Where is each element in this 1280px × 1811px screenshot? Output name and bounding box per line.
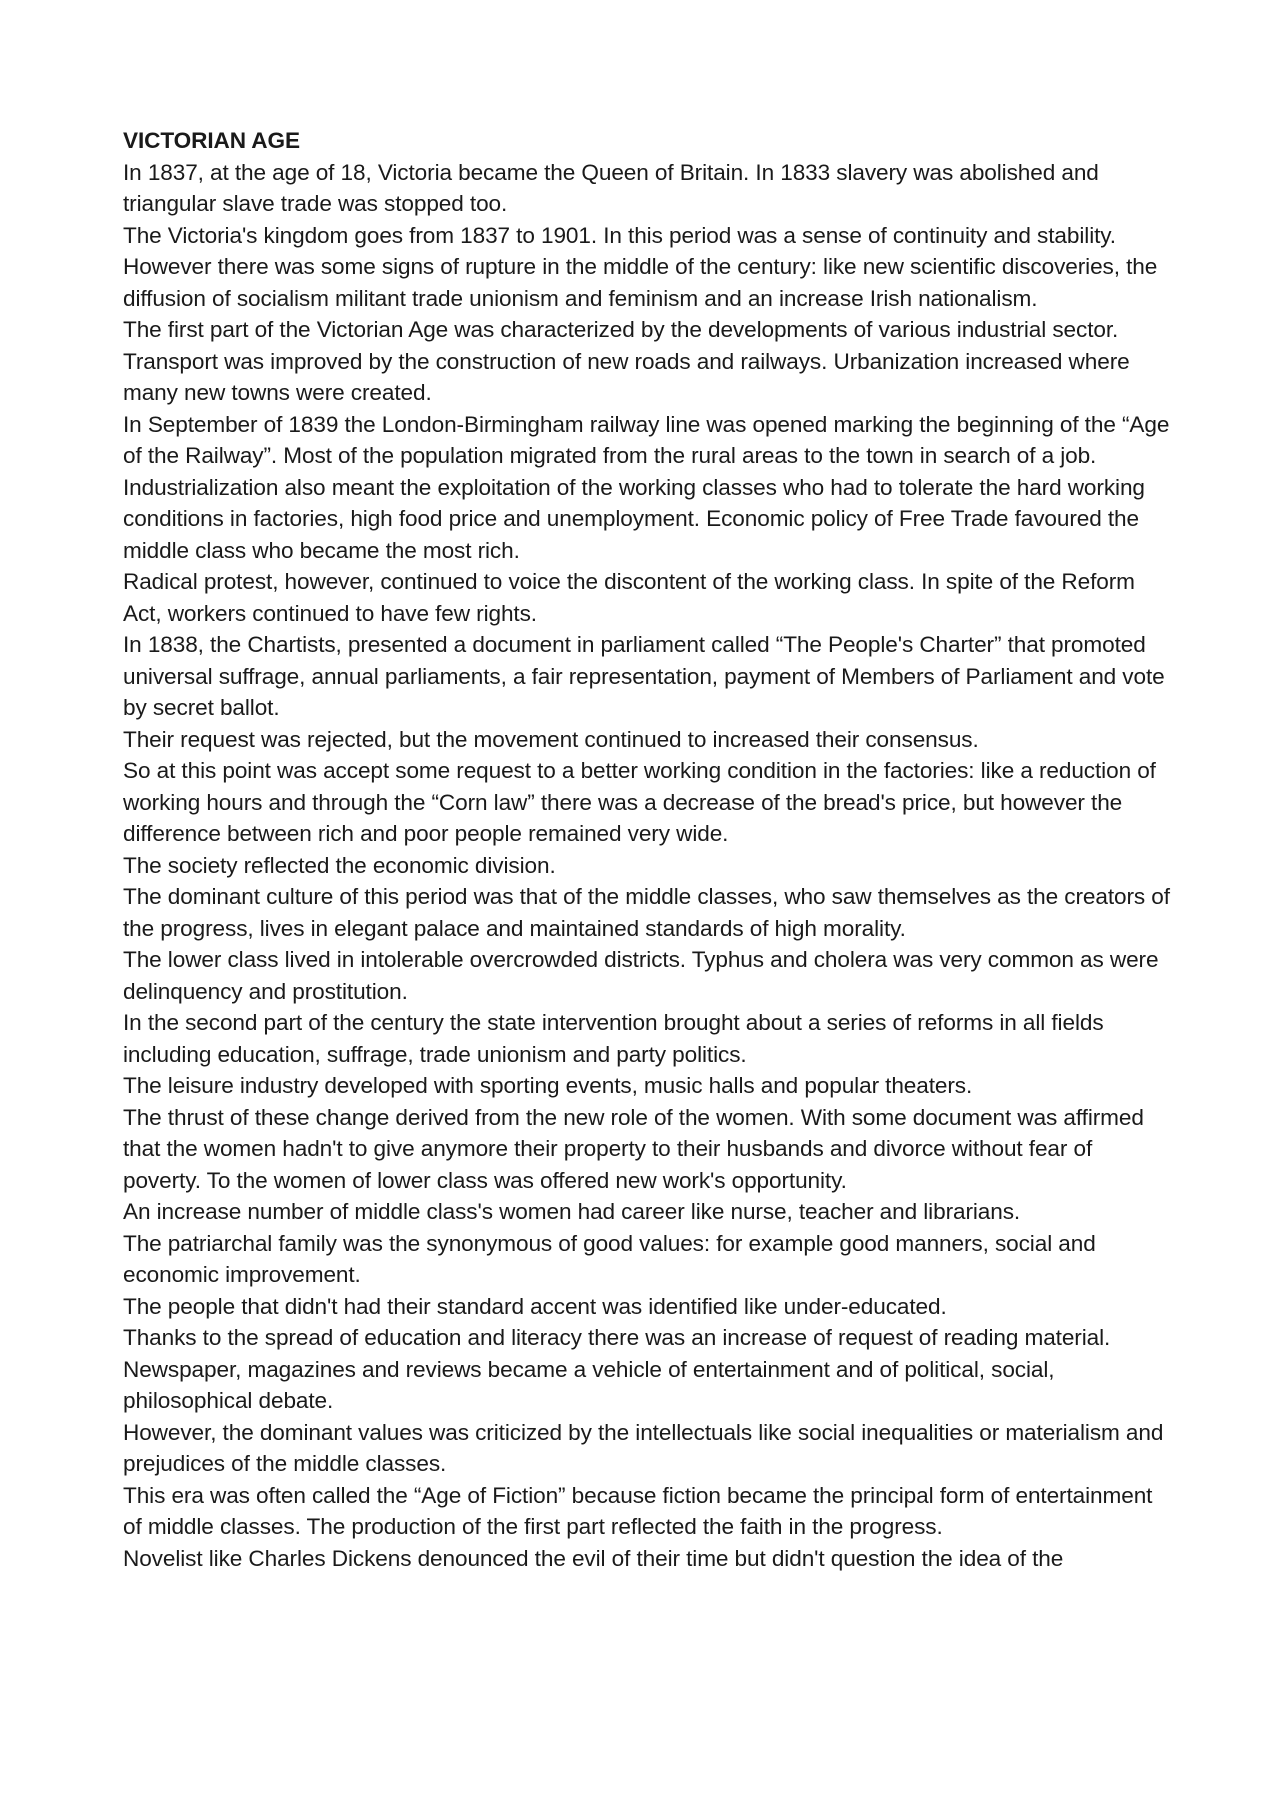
paragraph: The Victoria's kingdom goes from 1837 to 1901. In this period was a sense of continuity and stability. However there was some signs of rupture in the middle of the century: like new scientific discoveries, the diffusion of socialism militant trade unionism and feminism and an increase Irish nationalism. [123, 222, 1158, 311]
document-title: VICTORIAN AGE [123, 128, 300, 153]
paragraph: However, the dominant values was criticized by the intellectuals like social inequalities or materialism and prejudices of the middle classes. [123, 1419, 1164, 1476]
paragraph: In September of 1839 the London-Birmingham railway line was opened marking the beginning of the “Age of the Railway”. Most of the population migrated from the rural areas to the town in search of a job. [123, 411, 1170, 468]
paragraph: This era was often called the “Age of Fiction” because fiction became the principal form of entertainment of middle classes. The production of the first part reflected the faith in the progress. [123, 1482, 1153, 1539]
paragraph: Novelist like Charles Dickens denounced the evil of their time but didn't question the idea of the [123, 1545, 1064, 1571]
paragraph: Industrialization also meant the exploitation of the working classes who had to tolerate the hard working conditions in factories, high food price and unemployment. Economic policy of Free Trade favoured the middle class who became the most rich. [123, 474, 1145, 563]
paragraph: In the second part of the century the state intervention brought about a series of reforms in all fields including education, suffrage, trade unionism and party politics. [123, 1010, 1104, 1067]
paragraph: In 1838, the Chartists, presented a document in parliament called “The People's Charter” that promoted universal suffrage, annual parliaments, a fair representation, payment of Members of Parliament and vote by secret ballot. [123, 632, 1165, 720]
paragraph: The leisure industry developed with sporting events, music halls and popular theaters. [123, 1073, 973, 1098]
paragraph: The thrust of these change derived from the new role of the women. With some document was affirmed that the women hadn't to give anymore their property to their husbands and divorce without fear of poverty. To the women of lower class was offered new work's opportunity. [123, 1104, 1144, 1193]
paragraph: The people that didn't had their standard accent was identified like under-educated. [123, 1293, 947, 1319]
paragraph: The lower class lived in intolerable overcrowded districts. Typhus and cholera was very common as were delinquency and prostitution. [123, 947, 1159, 1004]
paragraph: Thanks to the spread of education and literacy there was an increase of request of reading material. [123, 1325, 1111, 1350]
paragraph: The first part of the Victorian Age was characterized by the developments of various industrial sector. Transport was improved by the construction of new roads and railways. Urbanization increased where many new towns were created. [123, 317, 1130, 405]
paragraph: An increase number of middle class's women had career like nurse, teacher and librarians. [123, 1199, 1021, 1224]
paragraph: The patriarchal family was the synonymous of good values: for example good manners, social and economic improvement. [123, 1230, 1096, 1287]
paragraph: Their request was rejected, but the movement continued to increased their consensus. [123, 726, 979, 752]
paragraph: The society reflected the economic division. [123, 852, 556, 878]
paragraph: The dominant culture of this period was that of the middle classes, who saw themselves as the creators of the progress, lives in elegant palace and maintained standards of high morality. [123, 884, 1170, 941]
document-body [123, 125, 1173, 1574]
paragraph: In 1837, at the age of 18, Victoria became the Queen of Britain. In 1833 slavery was abolished and triangular slave trade was stopped too. [123, 159, 1099, 216]
paragraph: Newspaper, magazines and reviews became a vehicle of entertainment and of political, social, philosophical debate. [123, 1356, 1055, 1413]
paragraph: So at this point was accept some request to a better working condition in the factories: like a reduction of working hours and through the “Corn law” there was a decrease of the bread's price, but however the difference between rich and poor people remained very wide. [123, 758, 1156, 846]
paragraph: Radical protest, however, continued to voice the discontent of the working class. In spite of the Reform Act, workers continued to have few rights. [123, 569, 1135, 626]
